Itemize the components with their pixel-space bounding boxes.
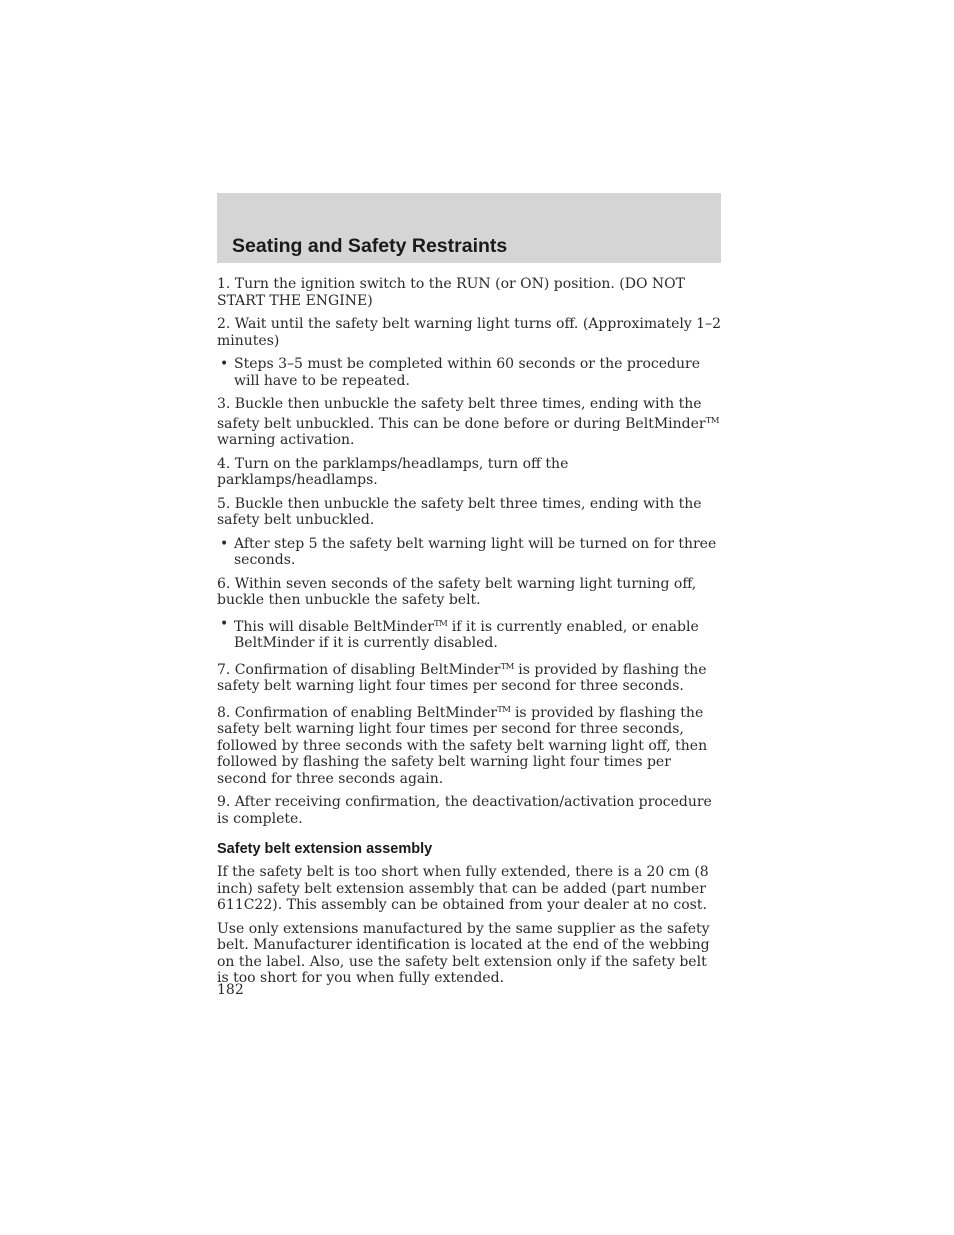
page-number: 182 — [217, 982, 244, 998]
step-8-text-cont: is provided by flashing the safety belt warning light four times per second for three seconds, followed by three seconds with the safety belt warning light off, then followed by flashing the safety belt warning light four times per second for three seconds again. — [217, 704, 708, 787]
step-7-text: 7. Confirmation of disabling BeltMinder — [217, 661, 501, 678]
page-content — [217, 276, 721, 994]
step-5: 5. Buckle then unbuckle the safety belt three times, ending with the safety belt unbuckled. — [217, 495, 702, 528]
step-4: 4. Turn on the parklamps/headlamps, turn off the parklamps/headlamps. — [217, 455, 569, 488]
bullet-note-2 — [217, 536, 721, 569]
step-7-text-cont: is provided by flashing the safety belt warning light four times per second for three seconds. — [217, 661, 707, 694]
subsection-heading: Safety belt extension assembly — [217, 841, 433, 857]
bullet-note-1 — [217, 356, 721, 389]
step-9: 9. After receiving confirmation, the deactivation/activation procedure is complete. — [217, 794, 712, 827]
section-header-band — [217, 193, 721, 263]
bullet-text: After step 5 the safety belt warning light will be turned on for three seconds. — [234, 535, 717, 568]
extension-paragraph-2: Use only extensions manufactured by the same supplier as the safety belt. Manufacturer identification is located at the end of the webbing on the label. Also, use the safety belt extension only if the safety belt is too short for you when fully extended. — [217, 920, 710, 986]
trademark-symbol: TM — [500, 661, 514, 672]
bullet-note-3 — [217, 616, 721, 652]
step-2: 2. Wait until the safety belt warning light turns off. (Approximately 1–2 minutes) — [217, 316, 721, 349]
step-7 — [217, 659, 721, 695]
bullet-3-text-cont: if it is currently enabled, or enable BeltMinder if it is currently disabled. — [234, 618, 699, 651]
bullet-3-text: This will disable BeltMinder — [234, 618, 434, 635]
step-1: 1. Turn the ignition switch to the RUN (or ON) position. (DO NOT START THE ENGINE) — [217, 276, 685, 309]
step-3-text-cont: warning activation. — [217, 432, 355, 448]
bullet-text: Steps 3–5 must be completed within 60 seconds or the procedure will have to be repeated. — [234, 356, 700, 389]
step-6: 6. Within seven seconds of the safety belt warning light turning off, buckle then unbuckle the safety belt. — [217, 575, 697, 608]
step-8-text: 8. Confirmation of enabling BeltMinder — [217, 704, 498, 721]
trademark-symbol: TM — [705, 415, 719, 426]
extension-paragraph-1: If the safety belt is too short when fully extended, there is a 20 cm (8 inch) safety belt extension assembly that can be added (part number 611C22). This assembly can be obtained from your dealer at no cost. — [217, 864, 709, 913]
step-3 — [217, 396, 721, 449]
section-title: Seating and Safety Restraints — [232, 235, 508, 257]
trademark-symbol: TM — [497, 704, 511, 715]
bullet-icon: • — [220, 356, 229, 372]
bullet-icon: • — [220, 615, 229, 632]
bullet-text — [234, 619, 699, 652]
step-8 — [217, 702, 721, 788]
trademark-symbol: TM — [433, 618, 448, 629]
step-3-text: 3. Buckle then unbuckle the safety belt three times, ending with the safety belt unbuckled. This can be done before or during BeltMinder — [217, 396, 706, 432]
bullet-icon: • — [220, 535, 229, 552]
